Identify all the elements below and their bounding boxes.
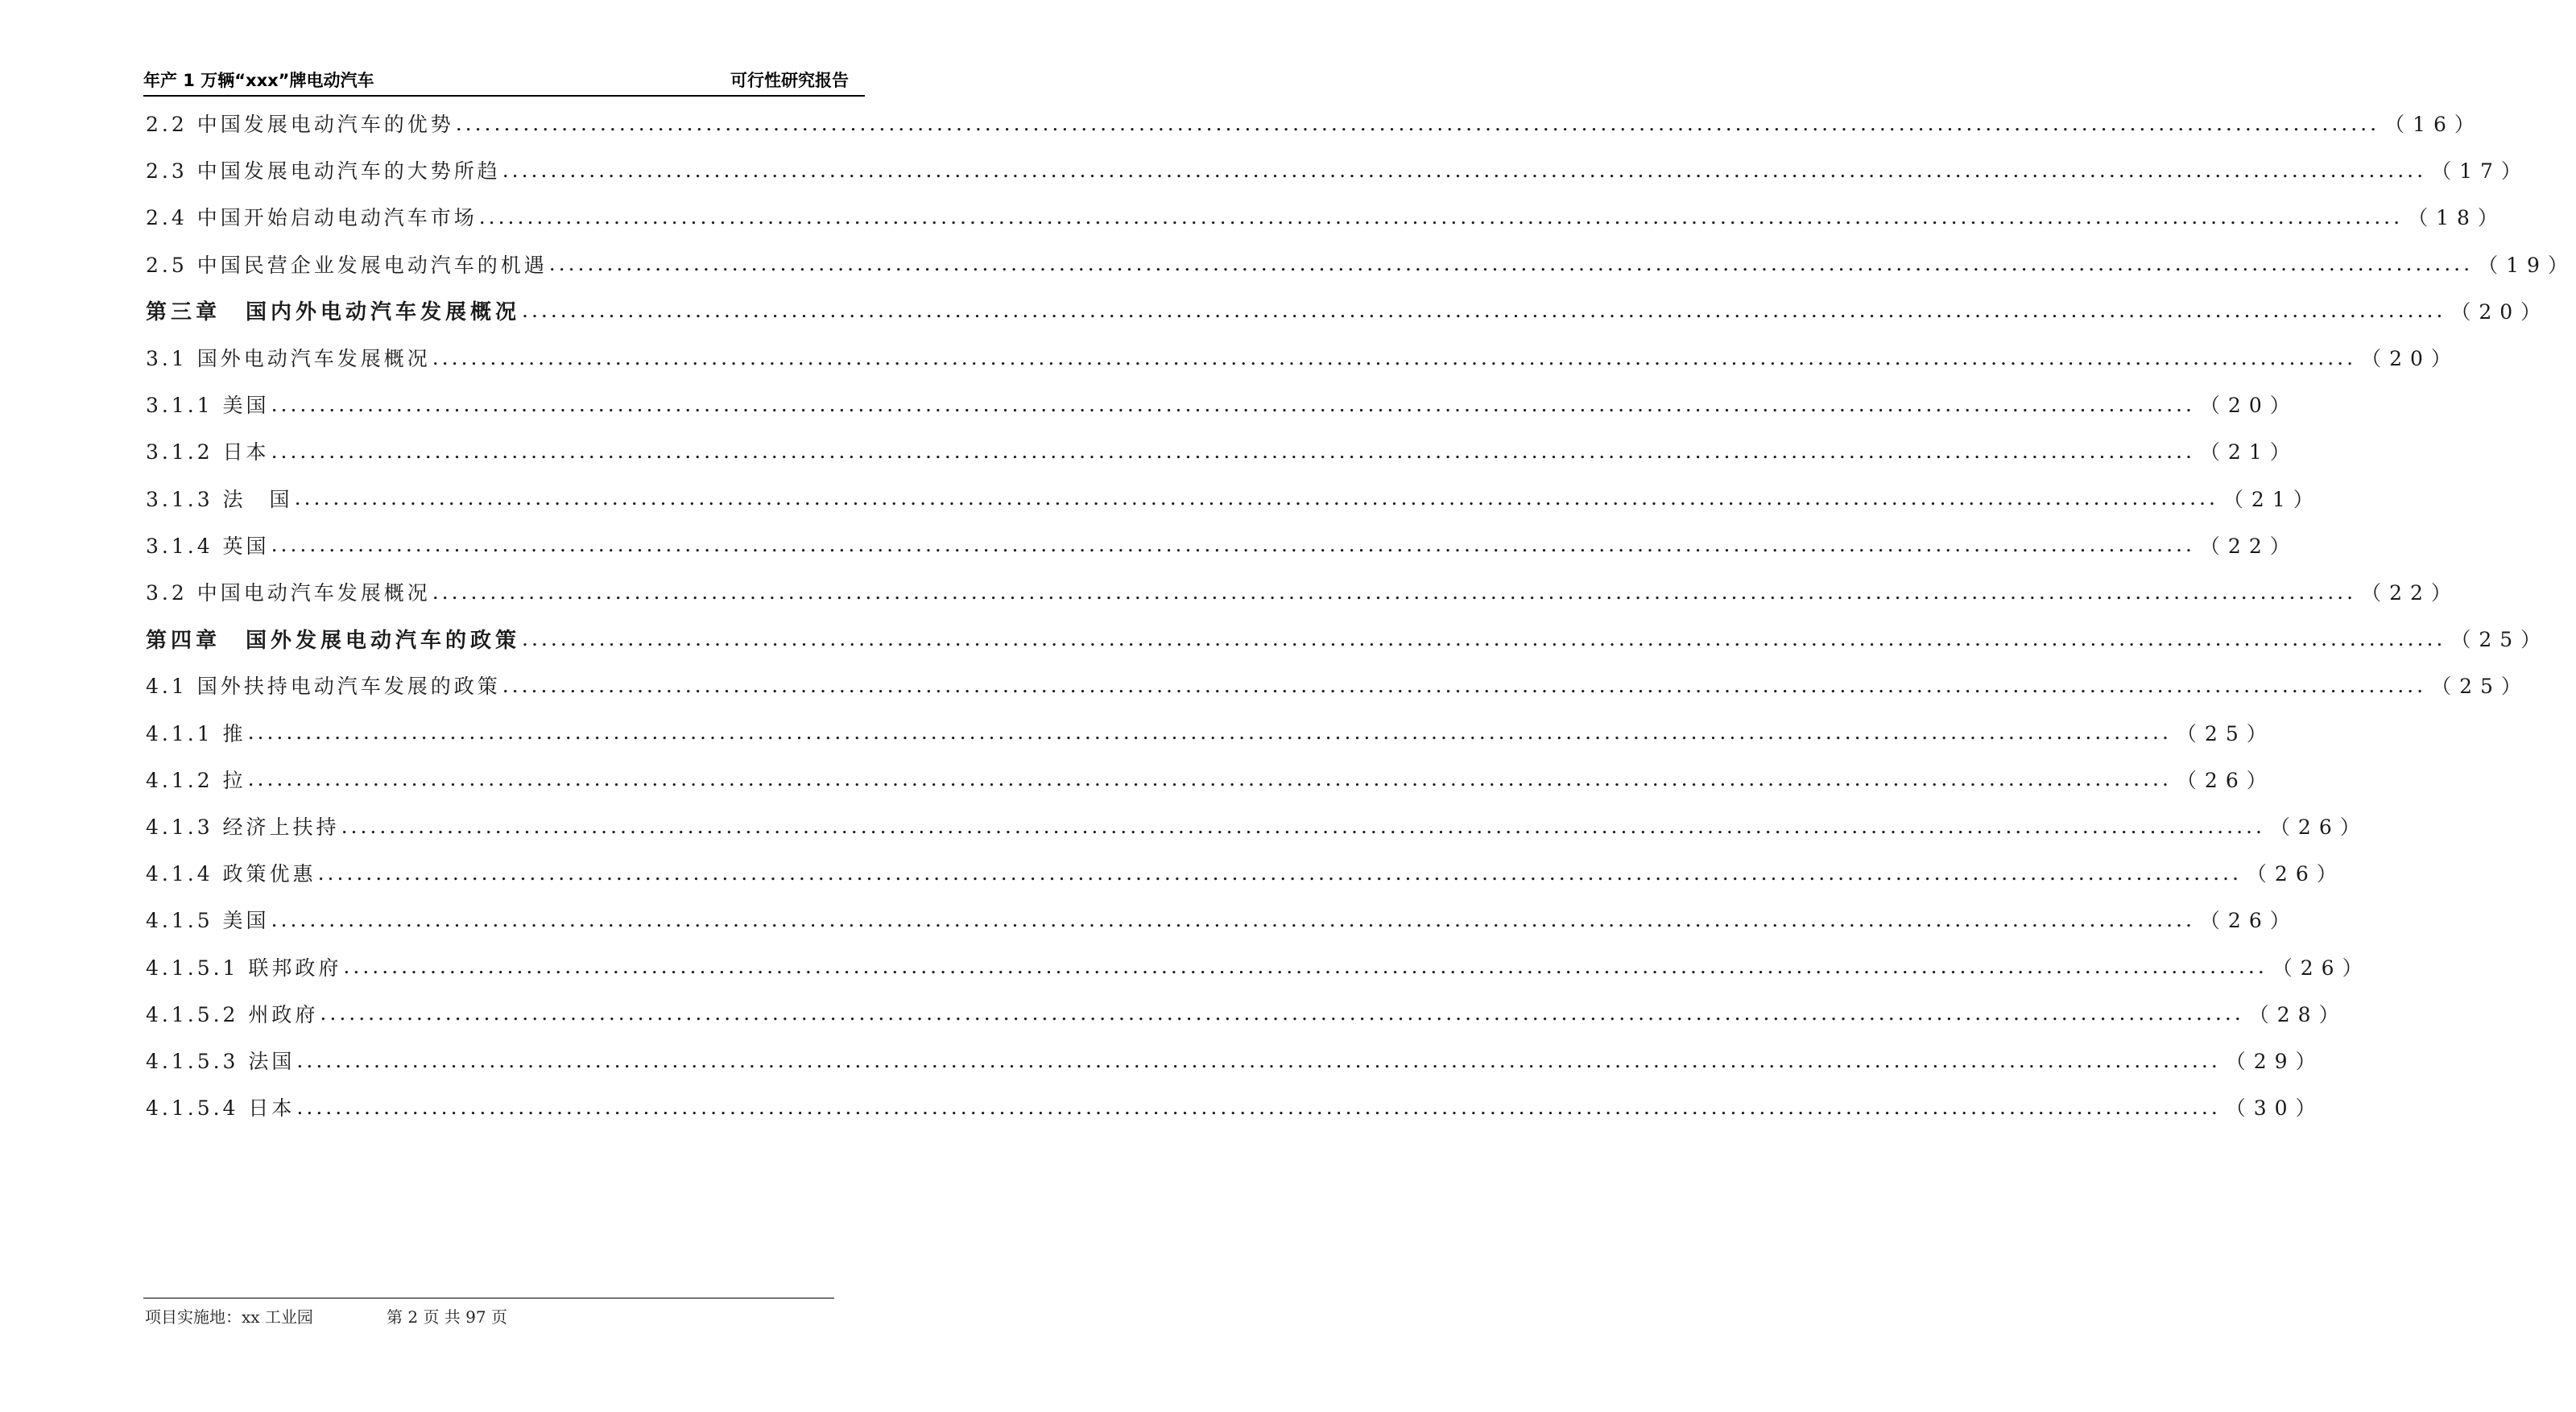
toc-chapter-entry[interactable] [146, 622, 2549, 654]
toc-dot-leader: ........................................................................................................................................................................................................ [522, 299, 2446, 323]
toc-dot-leader: ........................................................................................................................................................................................................ [296, 1048, 2221, 1072]
toc-page-number: （25） [2450, 628, 2549, 652]
toc-dot-leader: ........................................................................................................................................................................................................ [502, 673, 2427, 697]
toc-entry-title: 2.4 中国开始启动电动汽车市场 [146, 206, 478, 230]
toc-page-number: （22） [2199, 534, 2298, 558]
toc-page-number: （19） [2478, 253, 2576, 277]
toc-dot-leader: ........................................................................................................................................................................................................ [294, 486, 2218, 510]
toc-dot-leader: ........................................................................................................................................................................................................ [548, 252, 2474, 276]
toc-entry-title: 4.1.1 推 [146, 721, 246, 745]
toc-entry-title: 4.1.3 经济上扶持 [146, 815, 340, 839]
toc-entry-title: 4.1.4 政策优惠 [146, 862, 316, 886]
toc-entry[interactable] [146, 107, 2483, 139]
toc-dot-leader: ........................................................................................................................................................................................................ [247, 767, 2172, 791]
toc-entry[interactable] [146, 669, 2529, 701]
footer-location: 项目实施地：xx 工业园 [145, 1307, 313, 1327]
toc-dot-leader: ........................................................................................................................................................................................................ [478, 204, 2404, 229]
toc-page-number: （26） [2269, 815, 2368, 839]
toc-dot-leader: ........................................................................................................................................................................................................ [320, 1001, 2244, 1026]
toc-entry[interactable] [146, 435, 2298, 467]
toc-page-number: （21） [2222, 487, 2322, 511]
toc-entry-title: 2.2 中国发展电动汽车的优势 [146, 113, 454, 136]
footer-page-info: 第 2 页 共 97 页 [387, 1307, 507, 1327]
toc-entry-title: 3.1.4 英国 [146, 534, 270, 558]
toc-page-number: （25） [2431, 675, 2529, 699]
toc-entry[interactable] [146, 951, 2371, 983]
toc-entry-title: 4.1 国外扶持电动汽车发展的政策 [146, 675, 501, 699]
toc-entry[interactable] [146, 1044, 2324, 1076]
toc-page-number: （26） [2199, 909, 2298, 933]
toc-entry[interactable] [146, 200, 2506, 233]
toc-page-number: （29） [2225, 1050, 2324, 1073]
toc-dot-leader: ........................................................................................................................................................................................................ [271, 533, 2195, 557]
toc-entry[interactable] [146, 1091, 2324, 1123]
toc-dot-leader: ........................................................................................................................................................................................................ [271, 907, 2195, 931]
toc-entry[interactable] [146, 248, 2576, 280]
toc-entry-title: 3.1.1 美国 [146, 394, 270, 418]
toc-entry[interactable] [146, 857, 2345, 889]
header-doc-type: 可行性研究报告 [730, 71, 849, 90]
toc-page-number: （21） [2199, 440, 2298, 464]
toc-entry[interactable] [146, 716, 2275, 749]
toc-page-number: （17） [2431, 159, 2529, 184]
toc-page-number: （16） [2384, 113, 2483, 136]
toc-entry-title: 2.3 中国发展电动汽车的大势所趋 [146, 159, 501, 184]
toc-entry[interactable] [146, 529, 2298, 561]
toc-page-number: （26） [2246, 862, 2345, 886]
toc-dot-leader: ........................................................................................................................................................................................................ [343, 955, 2268, 979]
toc-page-number: （18） [2408, 206, 2506, 230]
toc-dot-leader: ........................................................................................................................................................................................................ [317, 861, 2242, 885]
toc-page-number: （26） [2176, 768, 2275, 792]
toc-dot-leader: ........................................................................................................................................................................................................ [271, 439, 2195, 463]
toc-entry-title: 第三章 国内外电动汽车发展概况 [146, 300, 521, 325]
toc-page-number: （20） [2199, 394, 2298, 418]
toc-entry[interactable] [146, 154, 2529, 186]
toc-dot-leader: ........................................................................................................................................................................................................ [341, 814, 2265, 838]
toc-entry-title: 3.1.3 法 国 [146, 487, 293, 511]
toc-entry-title: 第四章 国外发展电动汽车的政策 [146, 628, 521, 653]
toc-page-number: （25） [2176, 721, 2275, 745]
toc-page-number: （30） [2225, 1096, 2324, 1121]
toc-entry[interactable] [146, 482, 2322, 514]
toc-entry[interactable] [146, 576, 2459, 608]
toc-dot-leader: ........................................................................................................................................................................................................ [455, 111, 2380, 135]
toc-dot-leader: ........................................................................................................................................................................................................ [296, 1095, 2221, 1119]
toc-entry-title: 4.1.5.4 日本 [146, 1096, 296, 1121]
toc-entry-title: 4.1.2 拉 [146, 768, 246, 792]
toc-entry[interactable] [146, 341, 2459, 374]
toc-page-number: （28） [2248, 1002, 2347, 1026]
toc-entry-title: 2.5 中国民营企业发展电动汽车的机遇 [146, 253, 548, 277]
toc-entry[interactable] [146, 810, 2368, 842]
toc-page-number: （20） [2361, 347, 2459, 370]
toc-dot-leader: ........................................................................................................................................................................................................ [432, 580, 2357, 604]
toc-entry-title: 3.1 国外电动汽车发展概况 [146, 347, 431, 370]
toc-entry-title: 3.2 中国电动汽车发展概况 [146, 581, 431, 605]
toc-dot-leader: ........................................................................................................................................................................................................ [271, 392, 2195, 416]
toc-entry-title: 4.1.5 美国 [146, 909, 270, 933]
toc-dot-leader: ........................................................................................................................................................................................................ [432, 345, 2357, 370]
toc-page-number: （22） [2361, 581, 2459, 605]
toc-entry-title: 3.1.2 日本 [146, 440, 270, 464]
toc-entry-title: 4.1.5.3 法国 [146, 1050, 296, 1073]
header-title: 年产 1 万辆“xxx”牌电动汽车 [143, 71, 374, 90]
toc-chapter-entry[interactable] [146, 295, 2549, 327]
toc-entry-title: 4.1.5.2 州政府 [146, 1002, 319, 1026]
toc-dot-leader: ........................................................................................................................................................................................................ [522, 626, 2446, 650]
toc-entry[interactable] [146, 763, 2275, 795]
toc-entry[interactable] [146, 903, 2298, 935]
toc-dot-leader: ........................................................................................................................................................................................................ [502, 158, 2427, 182]
toc-page-number: （20） [2450, 299, 2549, 324]
toc-entry[interactable] [146, 388, 2298, 420]
toc-page-number: （26） [2272, 956, 2371, 980]
toc-entry-title: 4.1.5.1 联邦政府 [146, 956, 342, 980]
page-header [143, 66, 865, 97]
toc-dot-leader: ........................................................................................................................................................................................................ [247, 720, 2172, 745]
toc-entry[interactable] [146, 997, 2347, 1030]
